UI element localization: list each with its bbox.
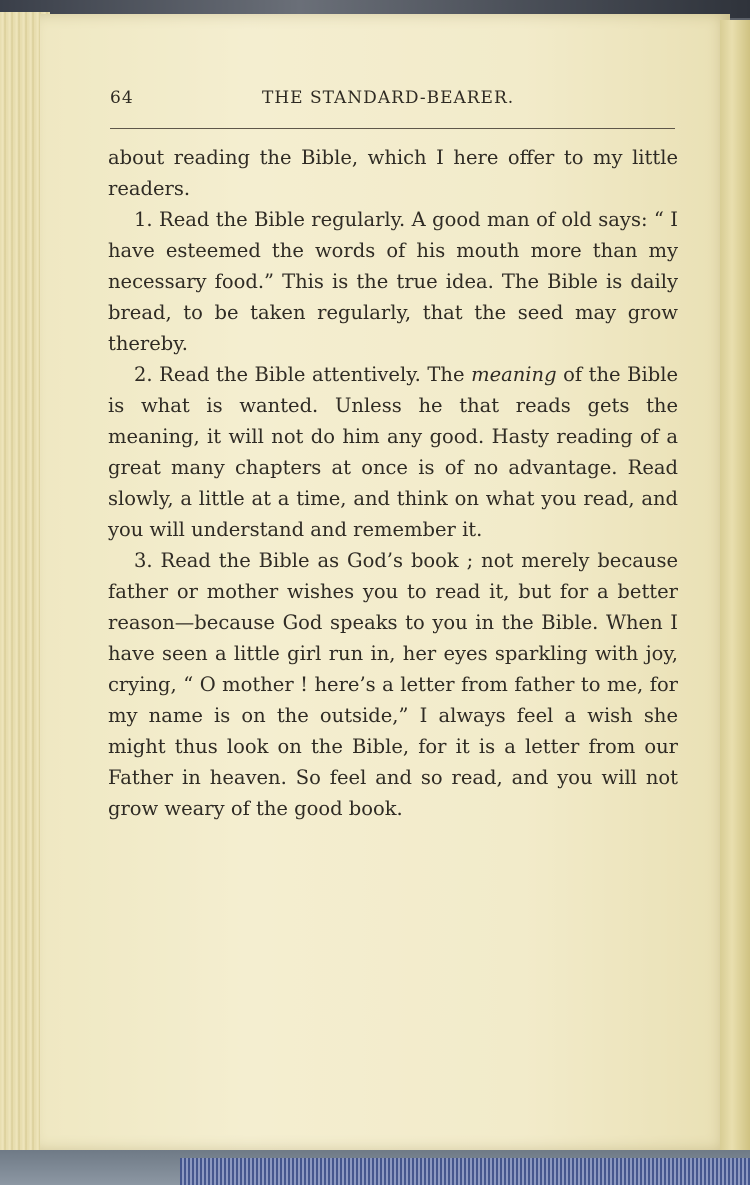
body-text [108,142,678,824]
paragraph-rule-1: 1. Read the Bible regularly. A good man of old says: “ I have esteemed the words of his mouth more than my necessary food.” This is the true idea. The Bible is daily bread, to be taken regularly, that the seed may grow thereby. [108,208,678,355]
page-right-edge [720,20,750,1155]
paragraph-rule-2-end: of the Bible is what is wanted. Unless he that reads gets the meaning, it will not do him any good. Hasty reading of a great many chapters at once is of no advantage. Read slowly, a little at a time, and think on what you read, and you will understand and remember it. [108,363,678,541]
page-number: 64 [110,88,134,108]
paragraph-rule-2 [108,359,678,545]
emphasis-meaning: meaning [471,363,557,386]
running-header [110,88,675,112]
paragraph-rule-3: 3. Read the Bible as God’s book ; not merely because father or mother wishes you to read it, but for a better reason—because God speaks to you in the Bible. When I have seen a little girl run in, her eyes sparkling with joy, crying, “ O mother ! here’s a letter from father to me, for my name is on the outside,” I always feel a wish she might thus look on the Bible, for it is a letter from our Father in heaven. So feel and so read, and you will not grow weary of the good book. [108,549,678,820]
header-rule [110,128,675,129]
book-cover-binding [180,1158,750,1185]
running-title: THE STANDARD-BEARER. [262,88,515,108]
paragraph-rule-2-start: 2. Read the Bible attentively. The [134,363,472,386]
paragraph-continuation: about reading the Bible, which I here offer to my little readers. [108,146,678,200]
